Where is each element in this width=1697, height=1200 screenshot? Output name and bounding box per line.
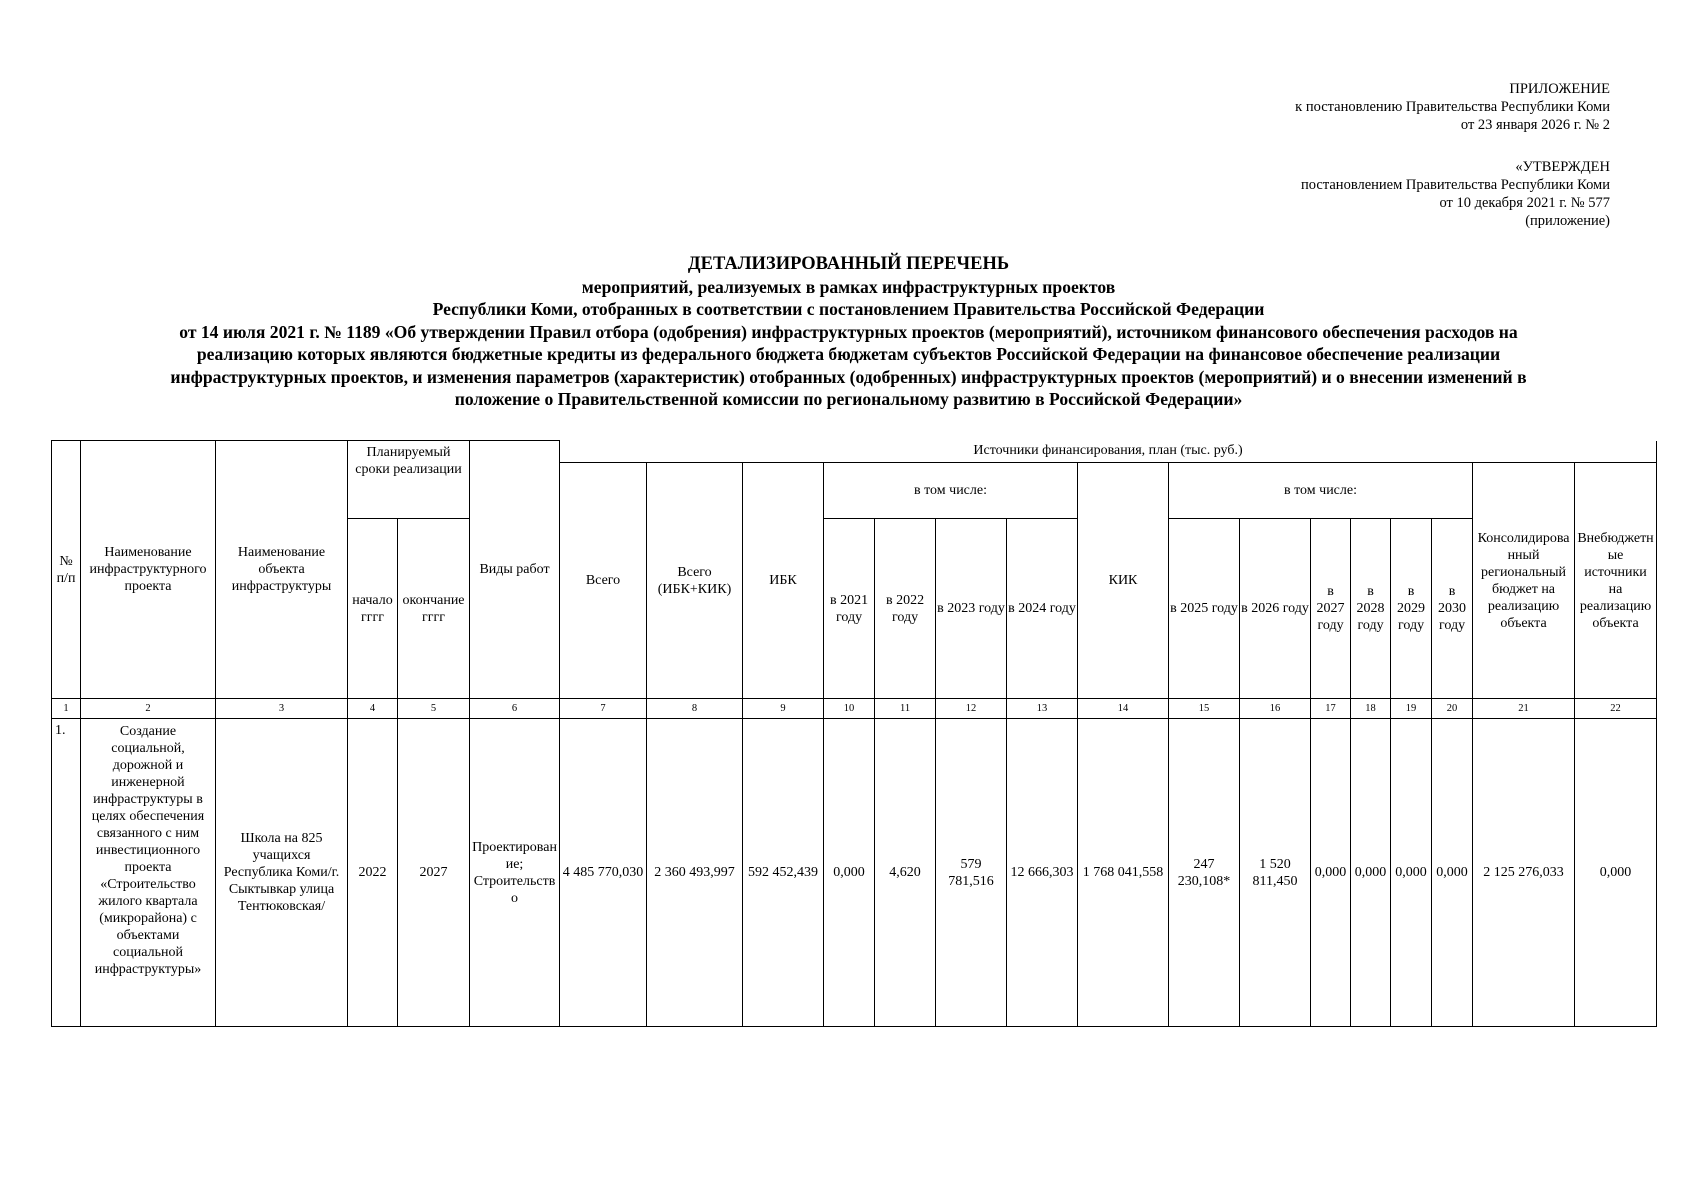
column-number: 9 — [743, 699, 824, 719]
title-line-3: Республики Коми, отобранных в соответствии с постановлением Правительства Российской Федерации — [432, 299, 1265, 319]
header-y2026: в 2026 году — [1240, 519, 1311, 699]
projects-table — [51, 440, 1657, 1027]
header-including-ibk: в том числе: — [824, 463, 1078, 519]
table-row — [52, 719, 1657, 1027]
column-number: 8 — [647, 699, 743, 719]
header-consolidated-budget: Консолидированный региональный бюджет на реализацию объекта — [1473, 463, 1575, 699]
column-number: 14 — [1078, 699, 1169, 719]
row-start-year: 2022 — [348, 719, 398, 1027]
column-number: 17 — [1311, 699, 1351, 719]
row-offbudget: 0,000 — [1575, 719, 1657, 1027]
column-number: 22 — [1575, 699, 1657, 719]
approved-date: от 10 декабря 2021 г. № 577 — [1439, 195, 1610, 211]
header-funding: Источники финансирования, план (тыс. руб.) — [560, 441, 1657, 463]
approved-label: «УТВЕРЖДЕН — [1515, 159, 1610, 175]
header-y2021: в 2021 году — [824, 519, 875, 699]
appendix-label: ПРИЛОЖЕНИЕ — [1509, 81, 1610, 97]
column-number: 16 — [1240, 699, 1311, 719]
row-y2023: 579 781,516 — [936, 719, 1007, 1027]
appendix-date: от 23 января 2026 г. № 2 — [1460, 117, 1610, 133]
column-number: 10 — [824, 699, 875, 719]
row-num: 1. — [52, 719, 81, 1027]
header-y2023: в 2023 году — [936, 519, 1007, 699]
row-total: 4 485 770,030 — [560, 719, 647, 1027]
header-start: начало гггг — [348, 519, 398, 699]
column-number: 4 — [348, 699, 398, 719]
column-number: 15 — [1169, 699, 1240, 719]
row-y2021: 0,000 — [824, 719, 875, 1027]
row-y2025: 247 230,108* — [1169, 719, 1240, 1027]
column-number: 3 — [216, 699, 348, 719]
appendix-block — [1295, 80, 1610, 134]
title-line-5: реализацию которых являются бюджетные кредиты из федерального бюджета бюджетам субъектов Российской Федерации на финансовое обеспечение реализации — [196, 344, 1501, 364]
header-end: окончание гггг — [398, 519, 470, 699]
row-end-year: 2027 — [398, 719, 470, 1027]
approved-note: (приложение) — [1525, 213, 1610, 229]
row-consolidated-budget: 2 125 276,033 — [1473, 719, 1575, 1027]
title-line-1: ДЕТАЛИЗИРОВАННЫЙ ПЕРЕЧЕНЬ — [687, 254, 1010, 274]
header-y2029: в 2029 году — [1391, 519, 1432, 699]
header-offbudget: Внебюджетные источники на реализацию объекта — [1575, 463, 1657, 699]
column-number: 12 — [936, 699, 1007, 719]
column-number: 7 — [560, 699, 647, 719]
row-y2029: 0,000 — [1391, 719, 1432, 1027]
column-number: 21 — [1473, 699, 1575, 719]
row-y2022: 4,620 — [875, 719, 936, 1027]
approved-block — [1301, 158, 1610, 230]
header-terms: Планируемый сроки реализации — [348, 441, 470, 519]
title-line-7: положение о Правительственной комиссии по региональному развитию в Российской Федерации» — [454, 389, 1243, 409]
row-y2024: 12 666,303 — [1007, 719, 1078, 1027]
column-number: 5 — [398, 699, 470, 719]
column-number: 19 — [1391, 699, 1432, 719]
column-number: 2 — [81, 699, 216, 719]
header-project: Наименование инфраструктурного проекта — [81, 441, 216, 699]
row-object-name: Школа на 825 учащихся Республика Коми/г. Сыктывкар улица Тентюковская/ — [216, 719, 348, 1027]
row-y2026: 1 520 811,450 — [1240, 719, 1311, 1027]
title-line-4: от 14 июля 2021 г. № 1189 «Об утверждении Правил отбора (одобрения) инфраструктурных проектов (мероприятий), источником финансового обеспечения расходов на — [179, 321, 1518, 342]
appendix-reference: к постановлению Правительства Республики Коми — [1295, 99, 1610, 115]
header-kik: КИК — [1078, 463, 1169, 699]
header-object: Наименование объекта инфраструктуры — [216, 441, 348, 699]
row-works: Проектирование; Строительство — [470, 719, 560, 1027]
header-y2028: в 2028 году — [1351, 519, 1391, 699]
header-total: Всего — [560, 463, 647, 699]
row-ibk: 592 452,439 — [743, 719, 824, 1027]
document-title — [40, 253, 1657, 411]
header-including-kik: в том числе: — [1169, 463, 1473, 519]
column-number: 13 — [1007, 699, 1078, 719]
title-line-2: мероприятий, реализуемых в рамках инфраструктурных проектов — [581, 276, 1116, 297]
header-ibk: ИБК — [743, 463, 824, 699]
row-project-name: Создание социальной, дорожной и инженерной инфраструктуры в целях обеспечения связанного с ним инвестиционного проекта «Строительство жилого квартала (микрорайона) с объектами социальной инфраструктуры» — [81, 719, 216, 1027]
header-num: № п/п — [52, 441, 81, 699]
column-number: 6 — [470, 699, 560, 719]
row-kik: 1 768 041,558 — [1078, 719, 1169, 1027]
header-y2022: в 2022 году — [875, 519, 936, 699]
column-number: 11 — [875, 699, 936, 719]
row-y2030: 0,000 — [1432, 719, 1473, 1027]
header-total-ibk-kik: Всего (ИБК+КИК) — [647, 463, 743, 699]
header-y2025: в 2025 году — [1169, 519, 1240, 699]
header-y2030: в 2030 году — [1432, 519, 1473, 699]
header-y2027: в 2027 году — [1311, 519, 1351, 699]
row-total-ibk-kik: 2 360 493,997 — [647, 719, 743, 1027]
column-number: 1 — [52, 699, 81, 719]
header-works: Виды работ — [470, 441, 560, 699]
approved-reference: постановлением Правительства Республики Коми — [1301, 177, 1610, 193]
header-y2024: в 2024 году — [1007, 519, 1078, 699]
row-y2027: 0,000 — [1311, 719, 1351, 1027]
column-number: 18 — [1351, 699, 1391, 719]
row-y2028: 0,000 — [1351, 719, 1391, 1027]
column-number: 20 — [1432, 699, 1473, 719]
title-line-6: инфраструктурных проектов, и изменения параметров (характеристик) отобранных (одобренных) инфраструктурных проектов (мероприятий) и о внесении изменений в — [170, 366, 1527, 387]
